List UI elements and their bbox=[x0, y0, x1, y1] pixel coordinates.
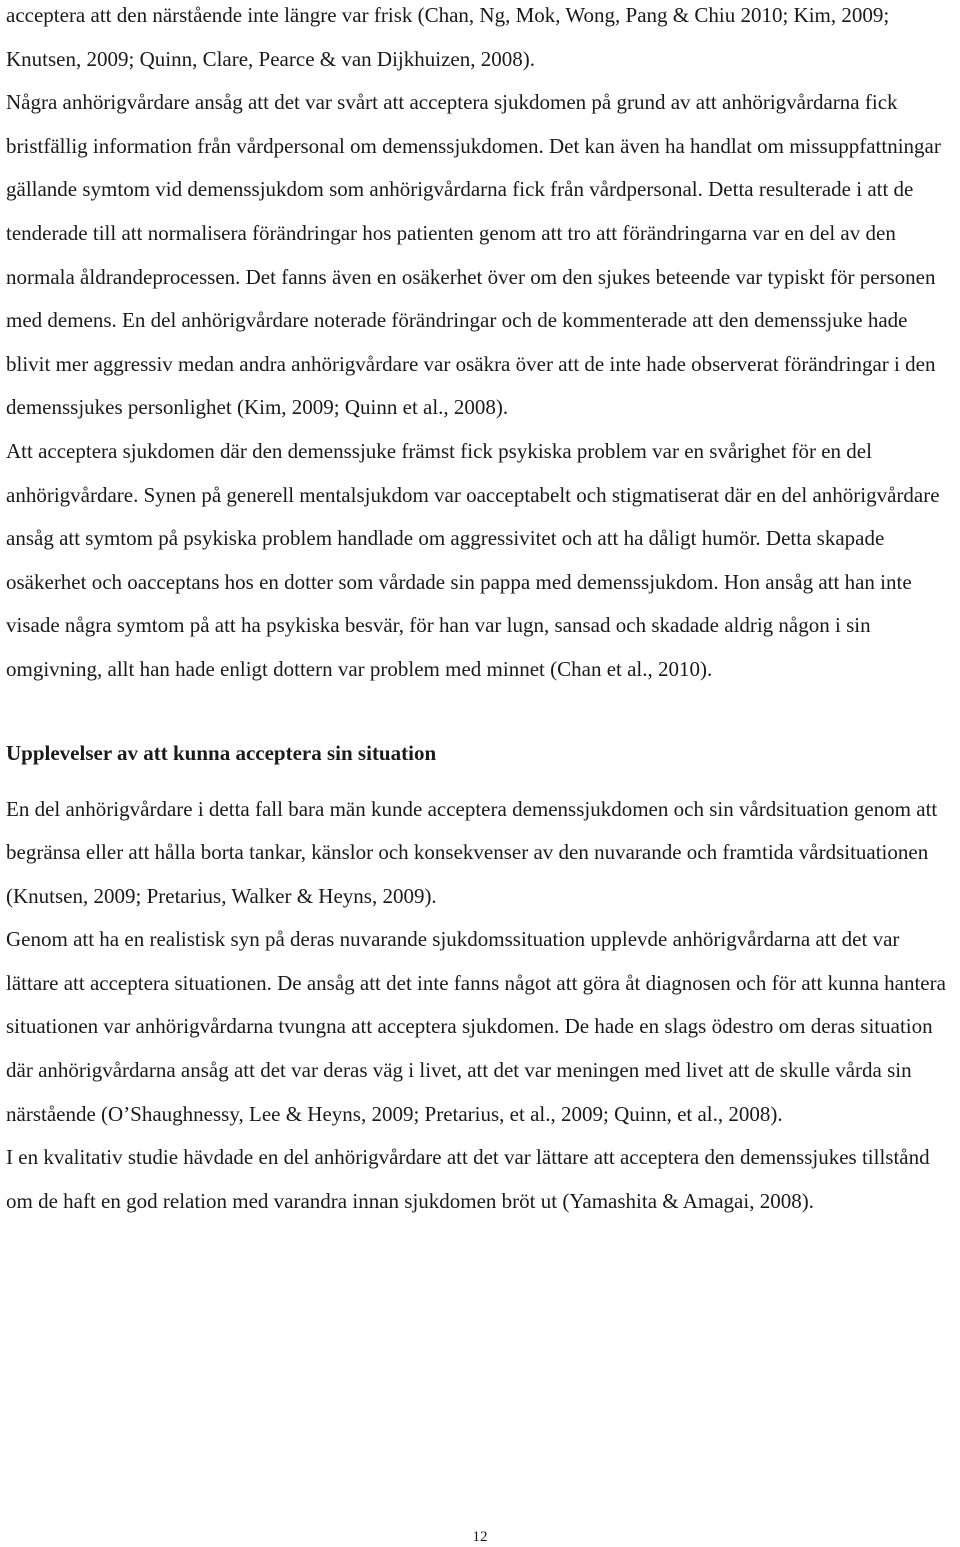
page-number: 12 bbox=[472, 1529, 488, 1545]
body-paragraph: I en kvalitativ studie hävdade en del anhörigvårdare att det var lättare att acceptera den demenssjukes tillstånd om de haft en god relation med varandra innan sjukdomen bröt ut (Yamashita & Amagai, 2008). bbox=[6, 1145, 930, 1213]
body-paragraph: En del anhörigvårdare i detta fall bara män kunde acceptera demenssjukdomen och sin vårdsituation genom att begränsa eller att hålla borta tankar, känslor och konsekvenser av den nuvarande och framtida vårdsituationen (Knutsen, 2009; Pretarius, Walker & Heyns, 2009). bbox=[6, 796, 938, 908]
section-heading: Upplevelser av att kunna acceptera sin situation bbox=[6, 740, 437, 765]
body-paragraph: acceptera att den närstående inte längre var frisk (Chan, Ng, Mok, Wong, Pang & Chiu 2010; Kim, 2009; Knutsen, 2009; Quinn, Clare, Pearce & van Dijkhuizen, 2008). bbox=[6, 3, 890, 71]
body-paragraph: Några anhörigvårdare ansåg att det var svårt att acceptera sjukdomen på grund av att anhörigvårdarna fick bristfällig information från vårdpersonal om demenssjukdomen. Det kan även ha handlat om missuppfattningar gällande symtom vid demenssjukdom som anhörigvårdarna fick från vårdpersonal. Detta resulterade i att de tenderade till att normalisera förändringar hos patienten genom att tro att förändringarna var en del av den normala åldrandeprocessen. Det fanns även en osäkerhet över om den sjukes beteende var typiskt för personen med demens. En del anhörigvårdare noterade förändringar och de kommenterade att den demenssjuke hade blivit mer aggressiv medan andra anhörigvårdare var osäkra över att de inte hade observerat förändringar i den demenssjukes personlighet (Kim, 2009; Quinn et al., 2008). bbox=[6, 90, 941, 420]
body-paragraph: Genom att ha en realistisk syn på deras nuvarande sjukdomssituation upplevde anhörigvårdarna att det var lättare att acceptera situationen. De ansåg att det inte fanns något att göra åt diagnosen och för att kunna hantera situationen var anhörigvårdarna tvungna att acceptera sjukdomen. De hade en slags ödestro om deras situation där anhörigvårdarna ansåg att det var deras väg i livet, att det var meningen med livet att de skulle vårda sin närstående (O’Shaughnessy, Lee & Heyns, 2009; Pretarius, et al., 2009; Quinn, et al., 2008). bbox=[6, 927, 946, 1126]
body-paragraph: Att acceptera sjukdomen där den demenssjuke främst fick psykiska problem var en svårighet för en del anhörigvårdare. Synen på generell mentalsjukdom var oacceptabelt och stigmatiserat där en del anhörigvårdare ansåg att symtom på psykiska problem handlade om aggressivitet och att ha dåligt humör. Detta skapade osäkerhet och oacceptans hos en dotter som vårdade sin pappa med demenssjukdom. Hon ansåg att han inte visade några symtom på att ha psykiska besvär, för han var lugn, sansad och skadade aldrig någon i sin omgivning, allt han hade enligt dottern var problem med minnet (Chan et al., 2010). bbox=[6, 438, 940, 681]
document-page bbox=[6, 0, 956, 1223]
